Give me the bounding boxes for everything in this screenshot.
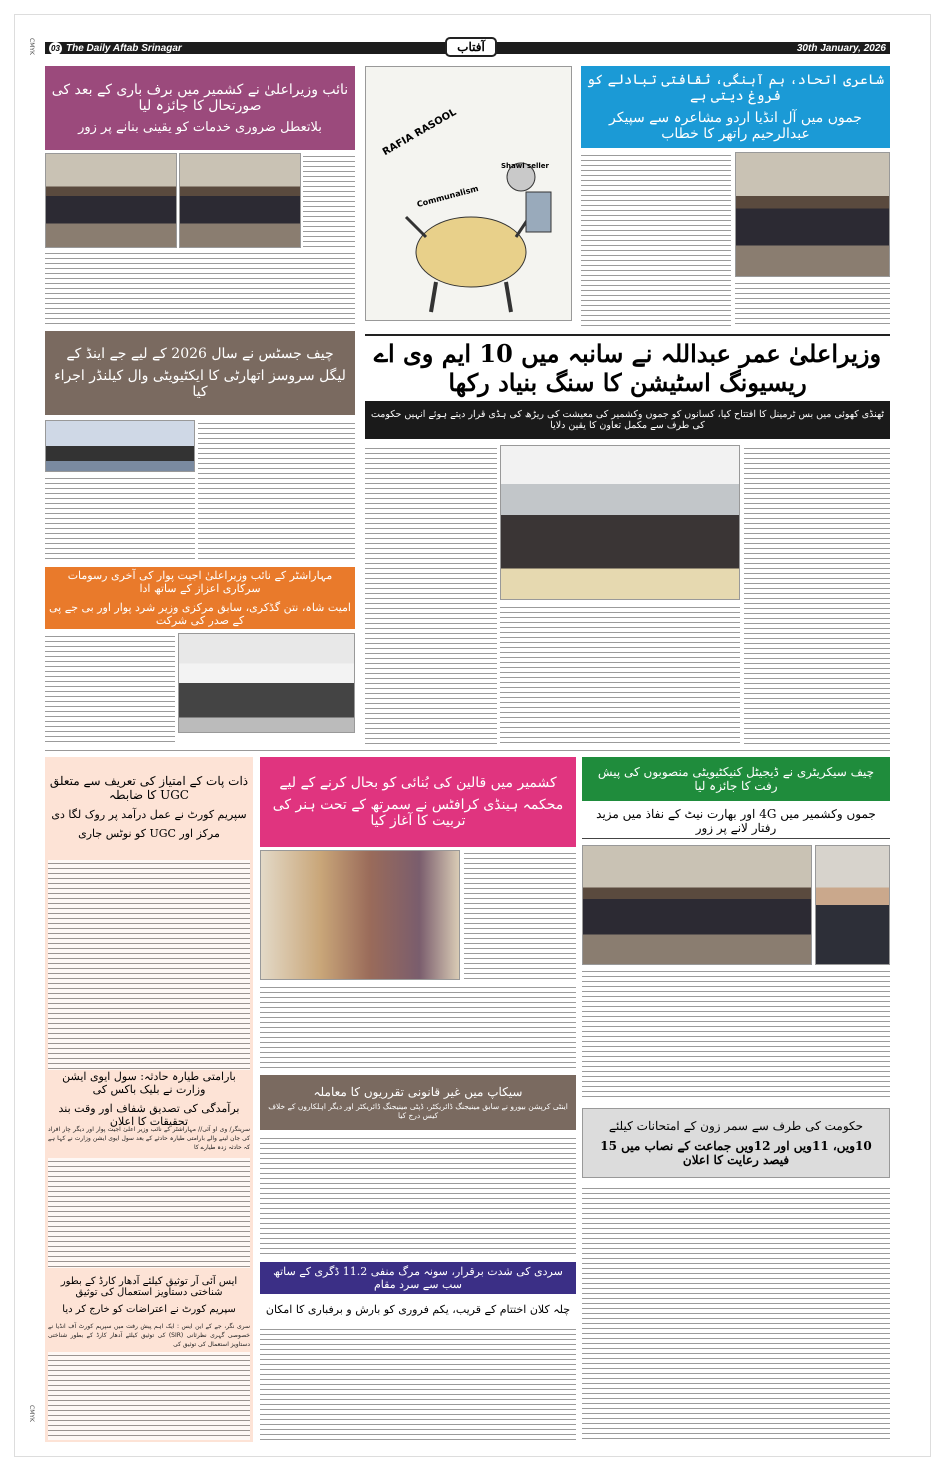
subhead: سپریم کورٹ نے اعتراضات کو خارج کر دیا <box>62 1303 236 1315</box>
headline: مہاراشٹر کے نائب وزیراعلیٰ اجیت پوار کی آخری رسومات سرکاری اعزاز کے ساتھ ادا <box>67 569 333 595</box>
sicop-headline-box <box>260 1075 576 1130</box>
headline: چیف جسٹس نے سال 2026 کے لیے جے اینڈ کے <box>66 346 334 362</box>
baramati-lead: سرینگر/ وی او آئی// مہاراشٹر کے نائب وزیر اعلیٰ اجیت پوار اور دیگر چار افراد کی جان لینے والے بارامتی طیارہ حادثے کے بعد سول ایوی ایشن وزارت نے کہا ہے کہ حادثہ زدہ طیارے کا <box>48 1126 250 1151</box>
issue-date: 30th January, 2026 <box>796 42 886 54</box>
photo-chief-secretary <box>815 845 890 965</box>
photo-digital-review <box>582 845 812 965</box>
subhead: بلاتعطل ضروری خدمات کو یقینی بنانے پر زور <box>78 119 322 135</box>
digital-subhead: جموں وکشمیر میں 4G اور بھارت نیٹ کے نفاذ میں مزید رفتار لانے پر زور <box>582 803 890 839</box>
body-text <box>365 445 497 745</box>
headline: بارامتی طیارہ حادثہ: سول ایوی ایشن وزارت نے بلیک باکس کی <box>62 1070 236 1096</box>
lead-headline: وزیراعلیٰ عمر عبداللہ نے سانبہ میں 10 ایم وی اے ریسیونگ اسٹیشن کا سنگ بنیاد رکھا <box>373 339 882 397</box>
subhead: لیگل سروسز اتھارٹی کا ایکٹیویٹی وال کیلنڈر اجراء کیا <box>54 368 346 400</box>
body-text <box>581 152 731 327</box>
body-text <box>48 1158 250 1268</box>
digital-headline: چیف سیکریٹری نے ڈیجیٹل کنیکٹیویٹی منصوبوں کی پیش رفت کا جائزہ لیا <box>582 757 890 801</box>
baramati-headline-box <box>45 1070 253 1128</box>
aadhaar-headline-box <box>45 1270 253 1320</box>
headline: نائب وزیراعلیٰ نے کشمیر میں برف باری کے بعد کی صورتحال کا جائزہ لیا <box>51 81 349 114</box>
divider <box>45 750 890 751</box>
body-text <box>45 250 355 325</box>
body-text <box>260 984 576 1070</box>
photo-calendar-release <box>45 420 195 472</box>
cold-headline: سردی کی شدت برقرار، سونہ مرگ منفی 11.2 ڈگری کے ساتھ سب سے سرد مقام <box>260 1262 576 1294</box>
photo-mushaira <box>735 152 890 277</box>
body-text <box>45 633 175 743</box>
body-text <box>735 280 890 327</box>
body-text <box>464 850 576 980</box>
body-text <box>582 1185 890 1440</box>
photo-meeting <box>179 153 301 248</box>
subhead: اینٹی کرپشن بیورو نے سابق مینیجنگ ڈائریکٹر، ڈپٹی مینیجنگ ڈائریکٹر اور دیگر اہلکاروں کے خلاف کیس درج کیا <box>268 1102 568 1120</box>
body-text <box>260 1326 576 1440</box>
body-text <box>45 475 195 560</box>
headline: ذات پات کے امتیاز کی تعریف سے متعلق UGC کا ضابطہ <box>49 774 249 802</box>
paper-logo: آفتاب <box>445 37 497 57</box>
cartoon-label-bull: Communalism <box>415 183 480 210</box>
subhead: 10ویں، 11ویں اور 12ویں جماعت کے نصاب میں 15 فیصد رعایت کا اعلان <box>600 1139 872 1167</box>
photo-lead-event <box>500 445 740 600</box>
mushaira-headline-box <box>581 66 890 148</box>
headline: حکومت کی طرف سے سمر زون کے امتحانات کیلئے <box>608 1119 864 1133</box>
photo-funeral <box>178 633 355 733</box>
cmyk-mark-bottom: CMYK <box>28 1405 35 1422</box>
subhead: برآمدگی کی تصدیق شفاف اور وقت بند تحقیقات کا اعلان <box>58 1102 240 1128</box>
chief-justice-headline-box <box>45 331 355 415</box>
page-number: 03 <box>49 42 62 55</box>
photo-carpet-weaving <box>260 850 460 980</box>
headline: ایس آئی آر توثیق کیلئے آدھار کارڈ کے بطور شناختی دستاویز استعمال کی توثیق <box>60 1275 238 1298</box>
cartoon-label-man: Shawl seller <box>501 162 549 170</box>
body-text <box>744 445 890 745</box>
ajit-pawar-headline-box <box>45 567 355 629</box>
subhead: مرکز اور UGC کو نوٹس جاری <box>78 827 220 840</box>
headline: شاعری اتحاد، ہم آہنگی، ثقافتی تبادلے کو فروغ دیتی ہے <box>586 72 885 104</box>
headline: کشمیر میں قالین کی بُنائی کو بحال کرنے کے لیے <box>279 775 557 791</box>
body-text <box>198 420 355 560</box>
body-text <box>260 1135 576 1257</box>
cmyk-mark: CMYK <box>28 38 35 55</box>
carpet-headline-box <box>260 757 576 847</box>
cartoonist-signature: RAFIA RASOOL <box>380 106 459 159</box>
subhead: سپریم کورٹ نے عمل درآمد پر روک لگا دی <box>51 808 247 821</box>
editorial-cartoon <box>365 66 572 321</box>
headline: سیکاپ میں غیر قانونی تقرریوں کا معاملہ <box>313 1085 523 1099</box>
body-text <box>582 968 890 1100</box>
exams-headline-box <box>582 1108 890 1178</box>
subhead: جموں میں آل انڈیا اردو مشاعرہ سے سپیکر عبدالرحیم راتھر کا خطاب <box>609 110 862 142</box>
paper-name: The Daily Aftab Srinagar <box>66 42 182 54</box>
subhead: امیت شاہ، نتن گڈکری، سابق مرکزی وزیر شرد پوار اور بی جے پی کے صدر کی شرکت <box>49 601 351 627</box>
body-text <box>500 604 740 745</box>
body-text <box>303 153 355 248</box>
photo-deputy-cm <box>45 153 177 248</box>
aadhaar-lead: سری نگر، جے کے این ایس : ایک اہم پیش رفت میں سپریم کورٹ آف انڈیا نے خصوصی گہری نظرثانی (SIR) کی توثیق کیلئے آدھار کارڈ کے بطور شناختی دستاویز استعمال کی توثیق کی <box>48 1323 250 1348</box>
ugc-headline-box <box>45 757 253 857</box>
body-text <box>48 1352 250 1440</box>
body-text <box>48 860 250 1070</box>
divider <box>365 334 890 336</box>
lead-subhead: ٹھنڈی کھوئی میں بس ٹرمینل کا افتتاح کیا، کسانوں کو جموں وکشمیر کی معیشت کی ریڑھ کی ہڈی قرار دیتے ہوئے انہیں حکومت کی طرف سے مکمل تعاون کا یقین دلایا <box>365 401 890 439</box>
cold-subhead: چلہ کلان اختتام کے قریب، یکم فروری کو بارش و برفباری کا امکان <box>265 1302 571 1316</box>
deputy-cm-headline-box <box>45 66 355 150</box>
subhead: محکمہ ہینڈی کرافٹس نے سمرتھ کے تحت ہنر کی تربیت کا آغاز کیا <box>272 797 564 829</box>
